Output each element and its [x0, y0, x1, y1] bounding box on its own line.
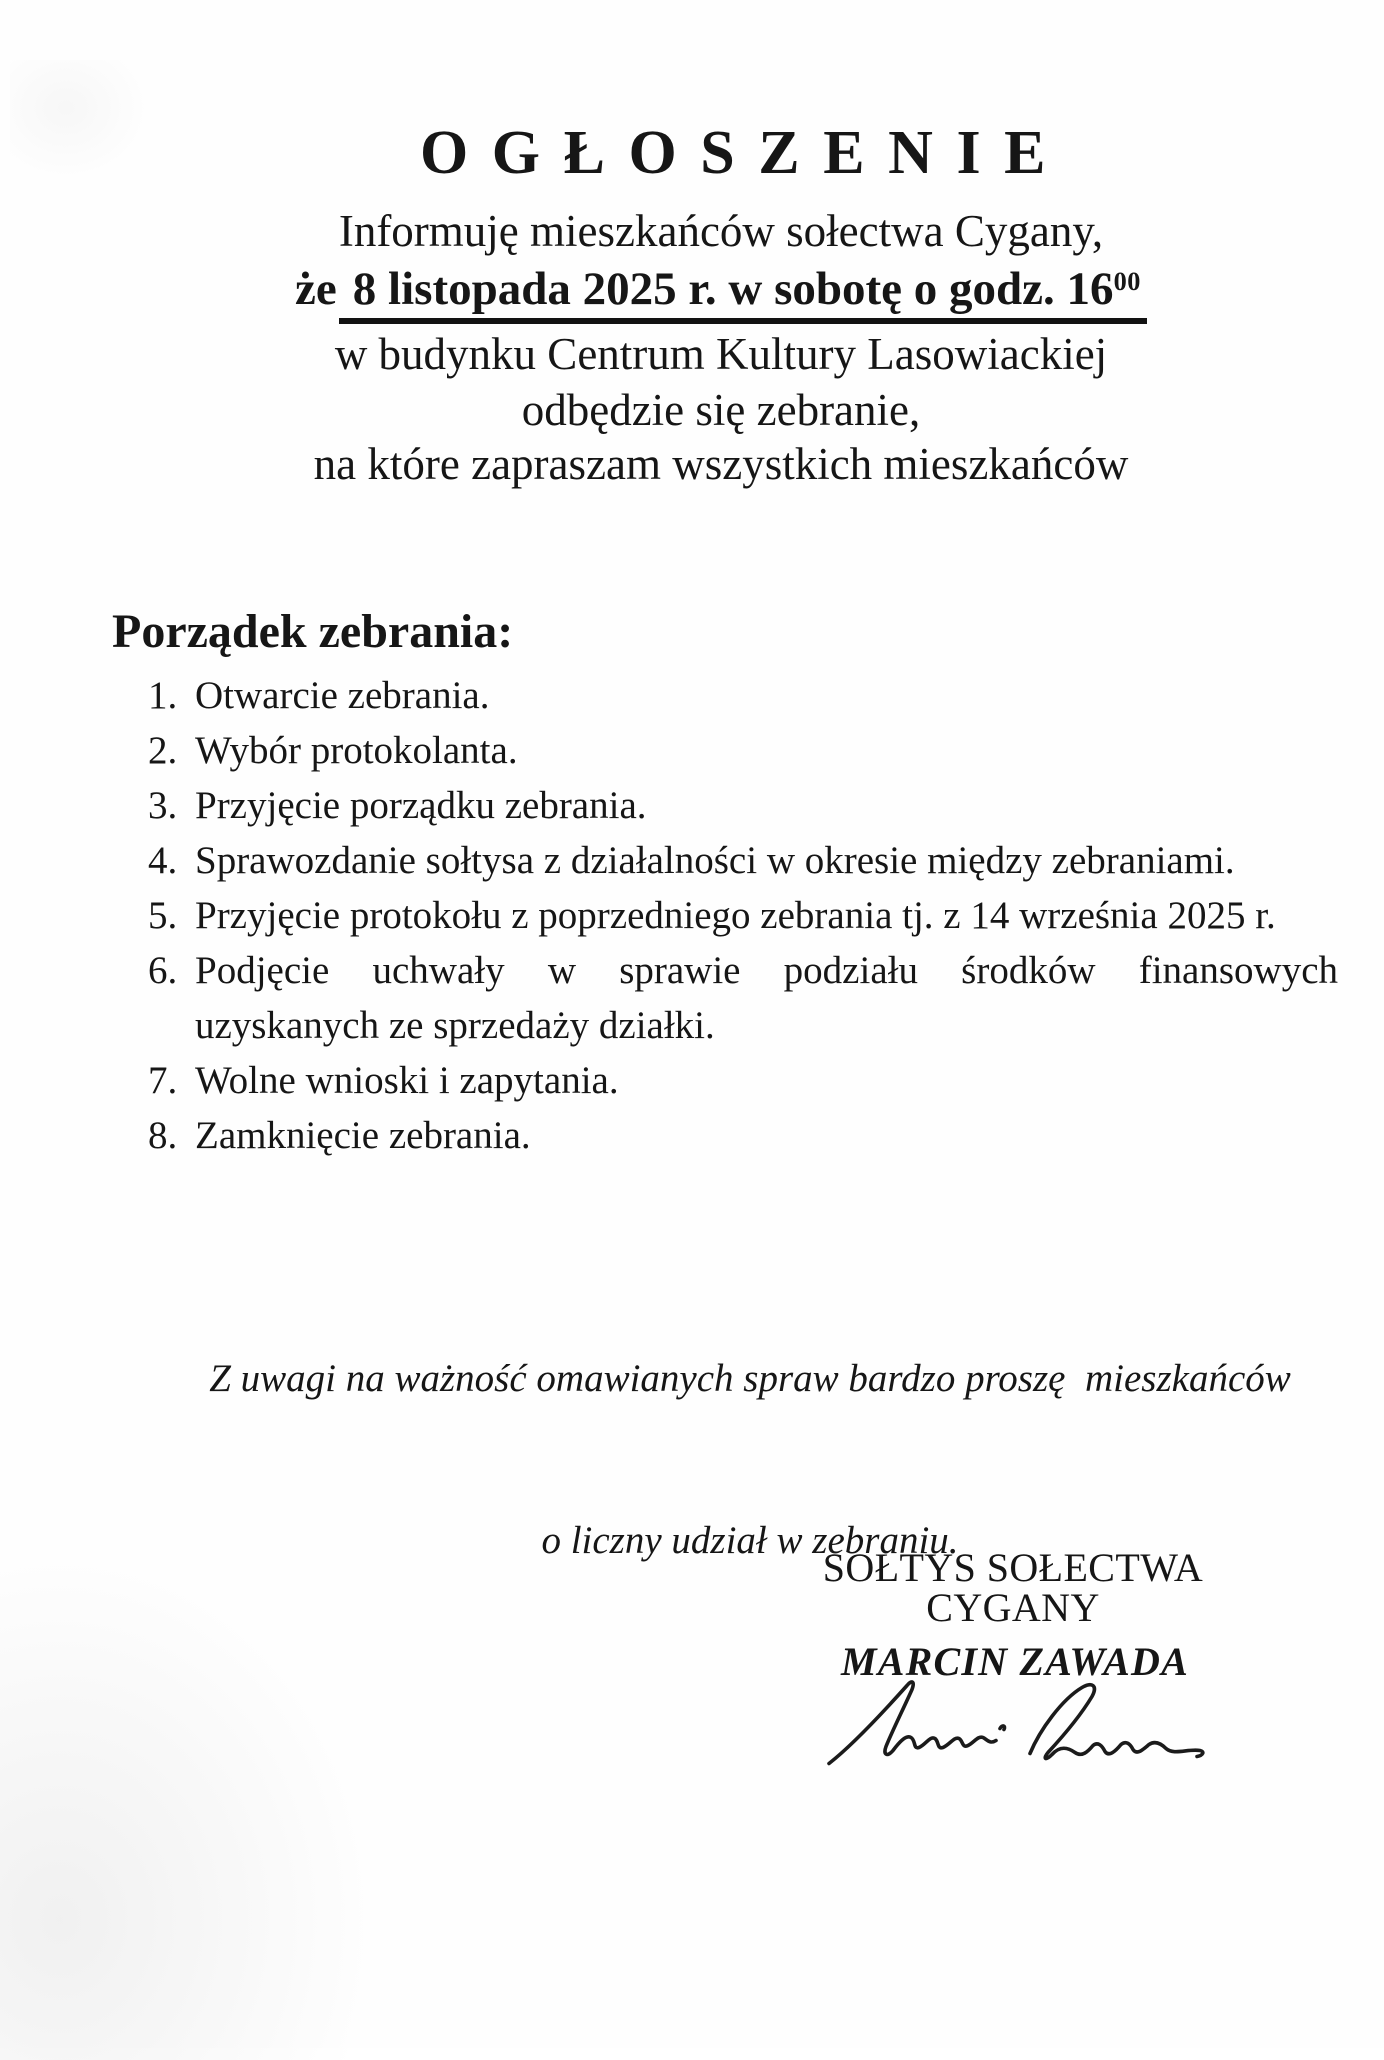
- announcement-title: OGŁOSZENIE: [420, 119, 1070, 187]
- note-line-1: Z uwagi na ważność omawianych spraw bardzo proszę mieszkańców: [209, 1357, 1291, 1400]
- meeting-date-line: [58, 263, 1384, 324]
- handwritten-signature-icon: [824, 1672, 1214, 1770]
- date-underlined-text: [339, 263, 1147, 324]
- agenda-item-text: Przyjęcie porządku zebrania.: [195, 784, 647, 827]
- intro-line-invitation: na które zapraszam wszystkich mieszkańców: [313, 439, 1129, 489]
- agenda-item-text: Otwarcie zebrania.: [195, 674, 490, 717]
- hour-superscript: 00: [1113, 267, 1141, 296]
- date-main-text: 8 listopada 2025 r. w sobotę o godz. 16: [352, 263, 1114, 315]
- intro-line-residents: Informuję mieszkańców sołectwa Cygany,: [338, 206, 1104, 256]
- agenda-item-number: 5.: [148, 894, 178, 937]
- date-prefix: że: [295, 263, 337, 315]
- agenda-item: [148, 723, 1338, 778]
- agenda-item: [148, 833, 1338, 888]
- note-line-2: o liczny udział w zebraniu.: [541, 1519, 959, 1562]
- agenda-item-number: 3.: [148, 784, 178, 827]
- agenda-item-text: Przyjęcie protokołu z poprzedniego zebrania tj. z 14 września 2025 r.: [195, 894, 1276, 937]
- agenda-item: [148, 1053, 1338, 1108]
- agenda-item: [148, 943, 1338, 1053]
- agenda-item-text: Zamknięcie zebrania.: [195, 1114, 531, 1157]
- agenda-item-text: Wolne wnioski i zapytania.: [195, 1059, 619, 1102]
- agenda-item: [148, 778, 1338, 833]
- agenda-item-text: Sprawozdanie sołtysa z działalności w okresie między zebraniami.: [195, 839, 1235, 882]
- agenda-list: [148, 668, 1338, 1163]
- agenda-item: [148, 1108, 1338, 1163]
- agenda-item-number: 8.: [148, 1114, 178, 1157]
- signer-name: MARCIN ZAWADA: [841, 1639, 1189, 1684]
- intro-line-venue: w budynku Centrum Kultury Lasowiackiej: [334, 329, 1108, 379]
- agenda-item: [148, 888, 1338, 943]
- agenda-item-number: 7.: [148, 1059, 178, 1102]
- agenda-item: [148, 668, 1338, 723]
- agenda-item-number: 6.: [148, 949, 178, 992]
- intro-line-meeting: odbędzie się zebranie,: [521, 385, 921, 435]
- agenda-item-number: 2.: [148, 729, 178, 772]
- agenda-item-text: Podjęcie uchwały w sprawie podziału środków finansowych uzyskanych ze sprzedaży działki.: [195, 949, 1338, 1047]
- signer-role: SOŁTYS SOŁECTWA CYGANY: [822, 1545, 1204, 1630]
- agenda-item-text: Wybór protokolanta.: [195, 729, 518, 772]
- agenda-heading: Porządek zebrania:: [112, 605, 514, 658]
- agenda-item-number: 1.: [148, 674, 178, 717]
- agenda-item-number: 4.: [148, 839, 178, 882]
